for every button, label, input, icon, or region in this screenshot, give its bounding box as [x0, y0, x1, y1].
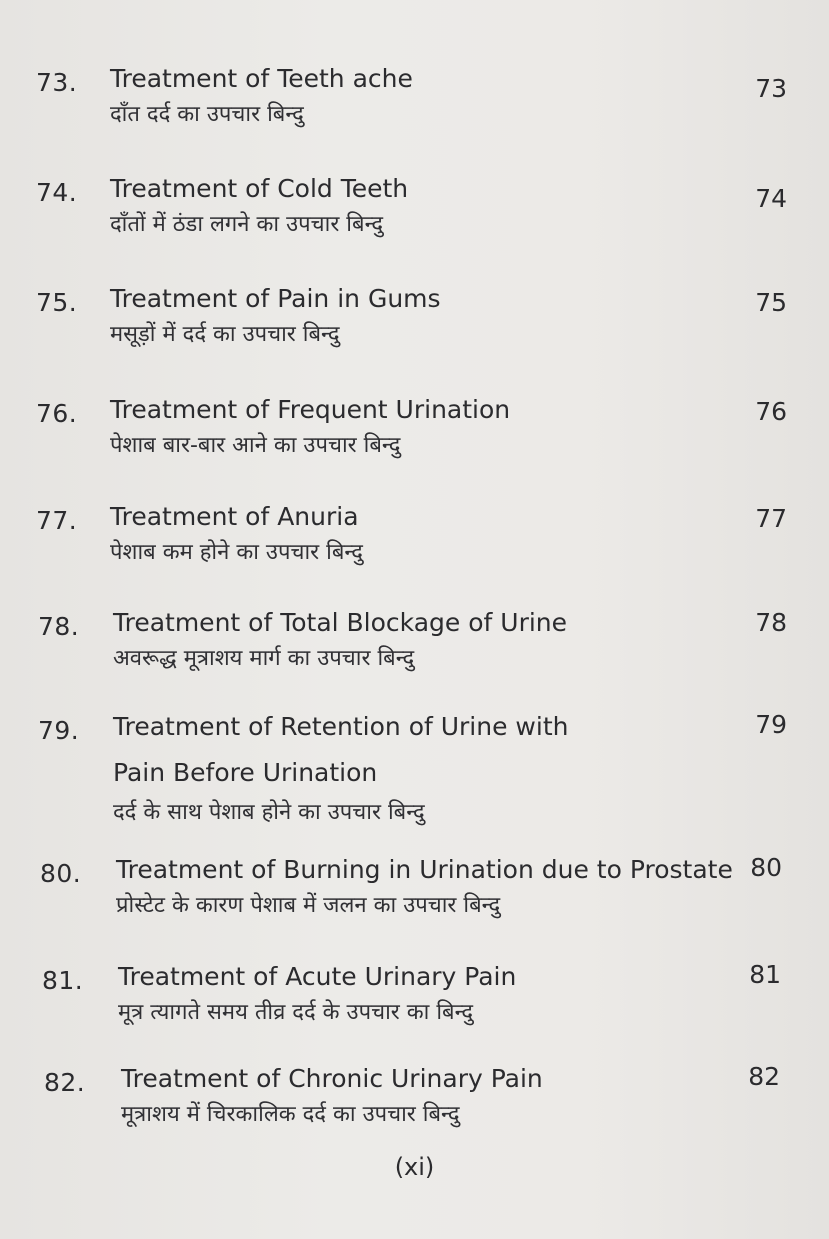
page-footer-number: (xi) [394, 1153, 435, 1181]
entry-title: Treatment of Cold Teeth [110, 174, 409, 203]
entry-title: Treatment of Burning in Urination due to Prostate [116, 855, 733, 884]
entry-number: 79. [38, 716, 80, 745]
entry-hindi-title: मूत्र त्यागते समय तीव्र दर्द के उपचार का बिन्दु [118, 1000, 474, 1025]
entry-page-number: 76 [755, 397, 787, 426]
entry-title: Treatment of Teeth ache [110, 64, 413, 93]
entry-page-number: 77 [755, 504, 787, 533]
entry-title: Treatment of Acute Urinary Pain [118, 962, 517, 991]
entry-number: 76. [36, 399, 78, 428]
entry-title: Treatment of Chronic Urinary Pain [121, 1064, 543, 1093]
entry-hindi-title: मसूड़ों में दर्द का उपचार बिन्दु [110, 322, 340, 347]
entry-number: 80. [40, 859, 82, 888]
entry-number: 73. [36, 68, 78, 97]
entry-page-number: 80 [750, 853, 782, 882]
entry-page-number: 73 [755, 74, 787, 103]
entry-title: Treatment of Retention of Urine with [113, 712, 569, 741]
entry-page-number: 82 [748, 1062, 780, 1091]
entry-hindi-title: दाँतों में ठंडा लगने का उपचार बिन्दु [110, 212, 384, 237]
entry-hindi-title: दर्द के साथ पेशाब होने का उपचार बिन्दु [113, 800, 425, 825]
entry-title: Treatment of Anuria [110, 502, 359, 531]
entry-hindi-title: पेशाब बार-बार आने का उपचार बिन्दु [110, 433, 401, 458]
entry-page-number: 78 [755, 608, 787, 637]
entry-hindi-title: प्रोस्टेट के कारण पेशाब में जलन का उपचार बिन्दु [116, 893, 501, 918]
entry-hindi-title: मूत्राशय में चिरकालिक दर्द का उपचार बिन्दु [121, 1102, 460, 1127]
entry-title: Treatment of Total Blockage of Urine [113, 608, 568, 637]
entry-hindi-title: पेशाब कम होने का उपचार बिन्दु [110, 540, 363, 565]
entry-page-number: 81 [749, 960, 781, 989]
entry-number: 74. [36, 178, 78, 207]
entry-number: 75. [36, 288, 78, 317]
entry-page-number: 75 [755, 288, 787, 317]
entry-hindi-title: दाँत दर्द का उपचार बिन्दु [110, 102, 304, 127]
entry-number: 82. [44, 1068, 86, 1097]
entry-page-number: 79 [755, 710, 787, 739]
entry-number: 77. [36, 506, 78, 535]
entry-title: Treatment of Pain in Gums [110, 284, 441, 313]
entry-number: 81. [42, 966, 84, 995]
entry-title: Treatment of Frequent Urination [110, 395, 511, 424]
entry-number: 78. [38, 612, 80, 641]
entry-hindi-title: अवरूद्ध मूत्राशय मार्ग का उपचार बिन्दु [113, 646, 415, 671]
entry-title-line2: Pain Before Urination [113, 758, 378, 787]
entry-page-number: 74 [755, 184, 787, 213]
